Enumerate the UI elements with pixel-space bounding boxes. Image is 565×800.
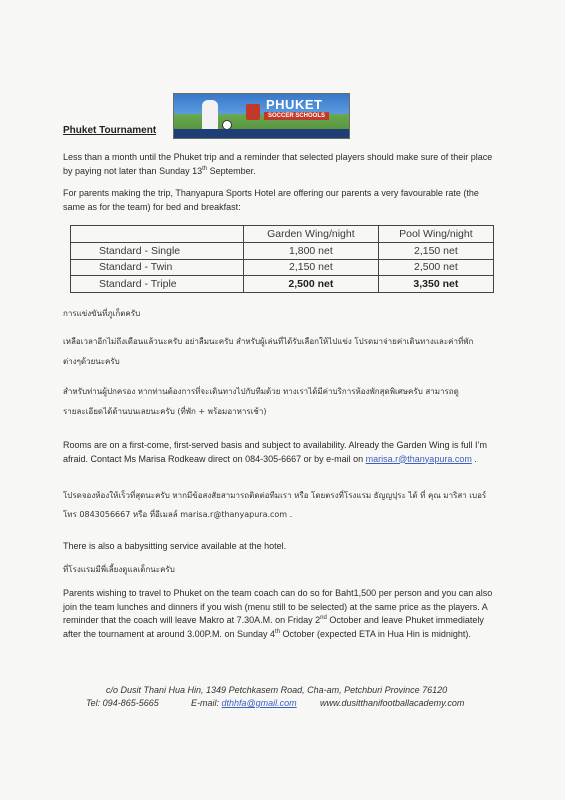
- rooms-paragraph: [63, 439, 503, 466]
- room-rates-table: [70, 225, 494, 293]
- table-row: [71, 242, 494, 259]
- footer-email-link[interactable]: dthhfa@gmail.com: [221, 698, 297, 708]
- thai-parents-line-1: สำหรับท่านผู้ปกครอง หากท่านต้องการที่จะเดินทางไปกับทีมด้วย ทางเราได้มีค่าบริการห้องพักสุดพิเศษครับ สามารถดู: [63, 387, 459, 396]
- thai-reminder-line-2: ต่างๆด้วยนะครับ: [63, 357, 120, 366]
- footer-website[interactable]: www.dusitthanifootballacademy.com: [320, 698, 465, 708]
- pool-rate-cell: 2,500 net: [378, 259, 493, 276]
- banner-title: PHUKET: [266, 97, 323, 112]
- table-header-cell: [71, 226, 244, 243]
- banner-subtitle: SOCCER SCHOOLS: [264, 112, 329, 120]
- hotel-offer-paragraph: For parents making the trip, Thanyapura Sports Hotel are offering our parents a very favourable rate (the same as for the team) for bed and breakfast:: [63, 188, 479, 212]
- thai-booking-line-2: โทร 0843056667 หรือ ที่อีเมลล์ marisa.r@thanyapura.com .: [63, 510, 293, 519]
- banner-player-figure: [202, 100, 218, 132]
- tournament-banner-image: [173, 93, 350, 139]
- thai-booking-line-1: โปรดจองห้องให้เร็วที่สุดนะครับ หากมีข้อสงสัยสามารถติดต่อทีมเรา หรือ โดยตรงที่โรงแรม ธัญญปุระ ได้ ที่ คุณ มาริสา เบอร์: [63, 491, 487, 500]
- table-row: [71, 276, 494, 293]
- room-type-cell: Standard - Triple: [71, 276, 244, 293]
- thai-parents-paragraph: [63, 384, 503, 420]
- footer-email-label: E-mail:: [191, 698, 222, 708]
- coach-sup-1: nd: [320, 615, 327, 621]
- coach-text-c: October (expected ETA in Hua Hin is midnight).: [280, 628, 471, 639]
- rooms-tail: .: [471, 453, 477, 464]
- thai-babysitting-line: ที่โรงแรมมีพี่เลี้ยงดูแลเด็กนะครับ: [63, 565, 175, 574]
- thai-reminder-paragraph: [63, 334, 503, 370]
- room-type-cell: Standard - Twin: [71, 259, 244, 276]
- intro-paragraph: [63, 151, 503, 178]
- marisa-email-link[interactable]: marisa.r@thanyapura.com: [365, 453, 472, 464]
- footer-tel: Tel: 094-865-5665: [86, 698, 159, 708]
- intro-sup: th: [202, 165, 208, 172]
- coach-text-b: October and leave Phuket immediately after the tournament at around 3.00P.M. on Sunday 4: [63, 615, 484, 639]
- garden-rate-cell: 1,800 net: [244, 242, 379, 259]
- thai-booking-paragraph: [63, 488, 503, 523]
- thai-parents-line-2: รายละเอียดได้ด้านบนเลยนะครับ (ที่พัก + พร้อมอาหารเช้า): [63, 407, 267, 416]
- garden-rate-cell: 2,150 net: [244, 259, 379, 276]
- banner-bottom-strip: [174, 129, 349, 138]
- thai-heading: การแข่งขันที่ภูเก็ตครับ: [63, 309, 141, 318]
- coach-sup-2: th: [274, 628, 280, 635]
- intro-text-a: Less than a month until the Phuket trip and a reminder that selected players should make sure of their place by paying not later than Sunday 13: [63, 152, 493, 176]
- table-header-cell: Pool Wing/night: [378, 226, 493, 243]
- coach-text-a: Parents wishing to travel to Phuket on the team coach can do so for Baht1,500 per person and you can also join the team lunches and dinners if you wish (menu still to be selected) at the same price as the players. A reminder that the coach will leave Makro at 7.30A.M. on Friday 2: [63, 588, 493, 625]
- garden-rate-cell: 2,500 net: [244, 276, 379, 293]
- footer-address: c/o Dusit Thani Hua Hin, 1349 Petchkasem Road, Cha-am, Petchburi Province 76120: [106, 685, 448, 695]
- pool-rate-cell: 3,350 net: [378, 276, 493, 293]
- coach-paragraph: [63, 587, 503, 641]
- table-header-row: [71, 226, 494, 243]
- banner-badge-icon: [246, 104, 260, 120]
- table-header-cell: Garden Wing/night: [244, 226, 379, 243]
- pool-rate-cell: 2,150 net: [378, 242, 493, 259]
- room-type-cell: Standard - Single: [71, 242, 244, 259]
- table-row: [71, 259, 494, 276]
- intro-text-b: September.: [207, 165, 256, 176]
- rooms-text: Rooms are on a first-come, first-served basis and subject to availability. Already the Garden Wing is full I’m afraid. Contact Ms Marisa Rodkeaw direct on 084-305-6667 or by e-mail on: [63, 440, 488, 464]
- footer-email: [191, 698, 297, 708]
- babysitting-paragraph: There is also a babysitting service available at the hotel.: [63, 541, 287, 551]
- page-heading: Phuket Tournament: [63, 125, 157, 136]
- thai-reminder-line-1: เหลือเวลาอีกไม่ถึงเดือนแล้วนะครับ อย่าลืมนะครับ สำหรับผู้เล่นที่ได้รับเลือกให้ไปแข่ง โปรดมาจ่ายค่าเดินทางและค่าที่พัก: [63, 337, 474, 346]
